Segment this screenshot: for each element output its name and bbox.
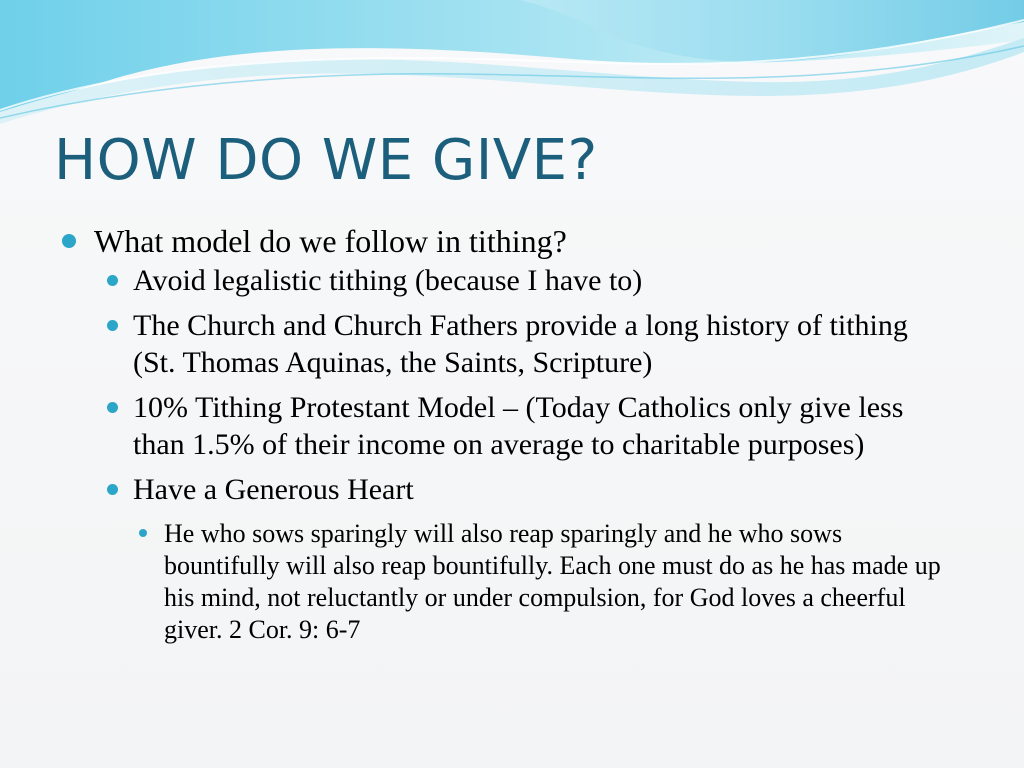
bullet-icon bbox=[107, 484, 118, 495]
bullet-level2 bbox=[105, 389, 933, 463]
bullet-text: Have a Generous Heart bbox=[133, 473, 414, 506]
bullet-icon bbox=[107, 275, 118, 286]
bullet-icon bbox=[107, 402, 118, 413]
bullet-level3 bbox=[136, 518, 954, 646]
slide-title: HOW DO WE GIVE? bbox=[54, 128, 598, 193]
bullet-level1 bbox=[62, 222, 962, 260]
bullet-text: What model do we follow in tithing? bbox=[94, 223, 567, 259]
bullet-text: Avoid legalistic tithing (because I have to) bbox=[133, 264, 643, 297]
bullet-text: He who sows sparingly will also reap sparingly and he who sows bountifully will also reap bountifully. Each one must do as he has made up his mind, not reluctantly or under compulsion, for God loves a cheerful giver. 2 Cor. 9: 6-7 bbox=[164, 519, 941, 644]
bullet-level2 bbox=[105, 471, 933, 508]
wave-decoration bbox=[0, 0, 1024, 130]
bullet-icon bbox=[139, 529, 147, 537]
bullet-text: The Church and Church Fathers provide a long history of tithing (St. Thomas Aquinas, the Saints, Scripture) bbox=[133, 309, 908, 379]
bullet-level2 bbox=[105, 262, 933, 299]
bullet-icon bbox=[107, 320, 118, 331]
bullet-level2 bbox=[105, 307, 933, 381]
bullet-text: 10% Tithing Protestant Model – (Today Catholics only give less than 1.5% of their income on average to charitable purposes) bbox=[133, 391, 904, 461]
bullet-icon bbox=[62, 234, 76, 248]
bullet-list bbox=[62, 222, 962, 646]
